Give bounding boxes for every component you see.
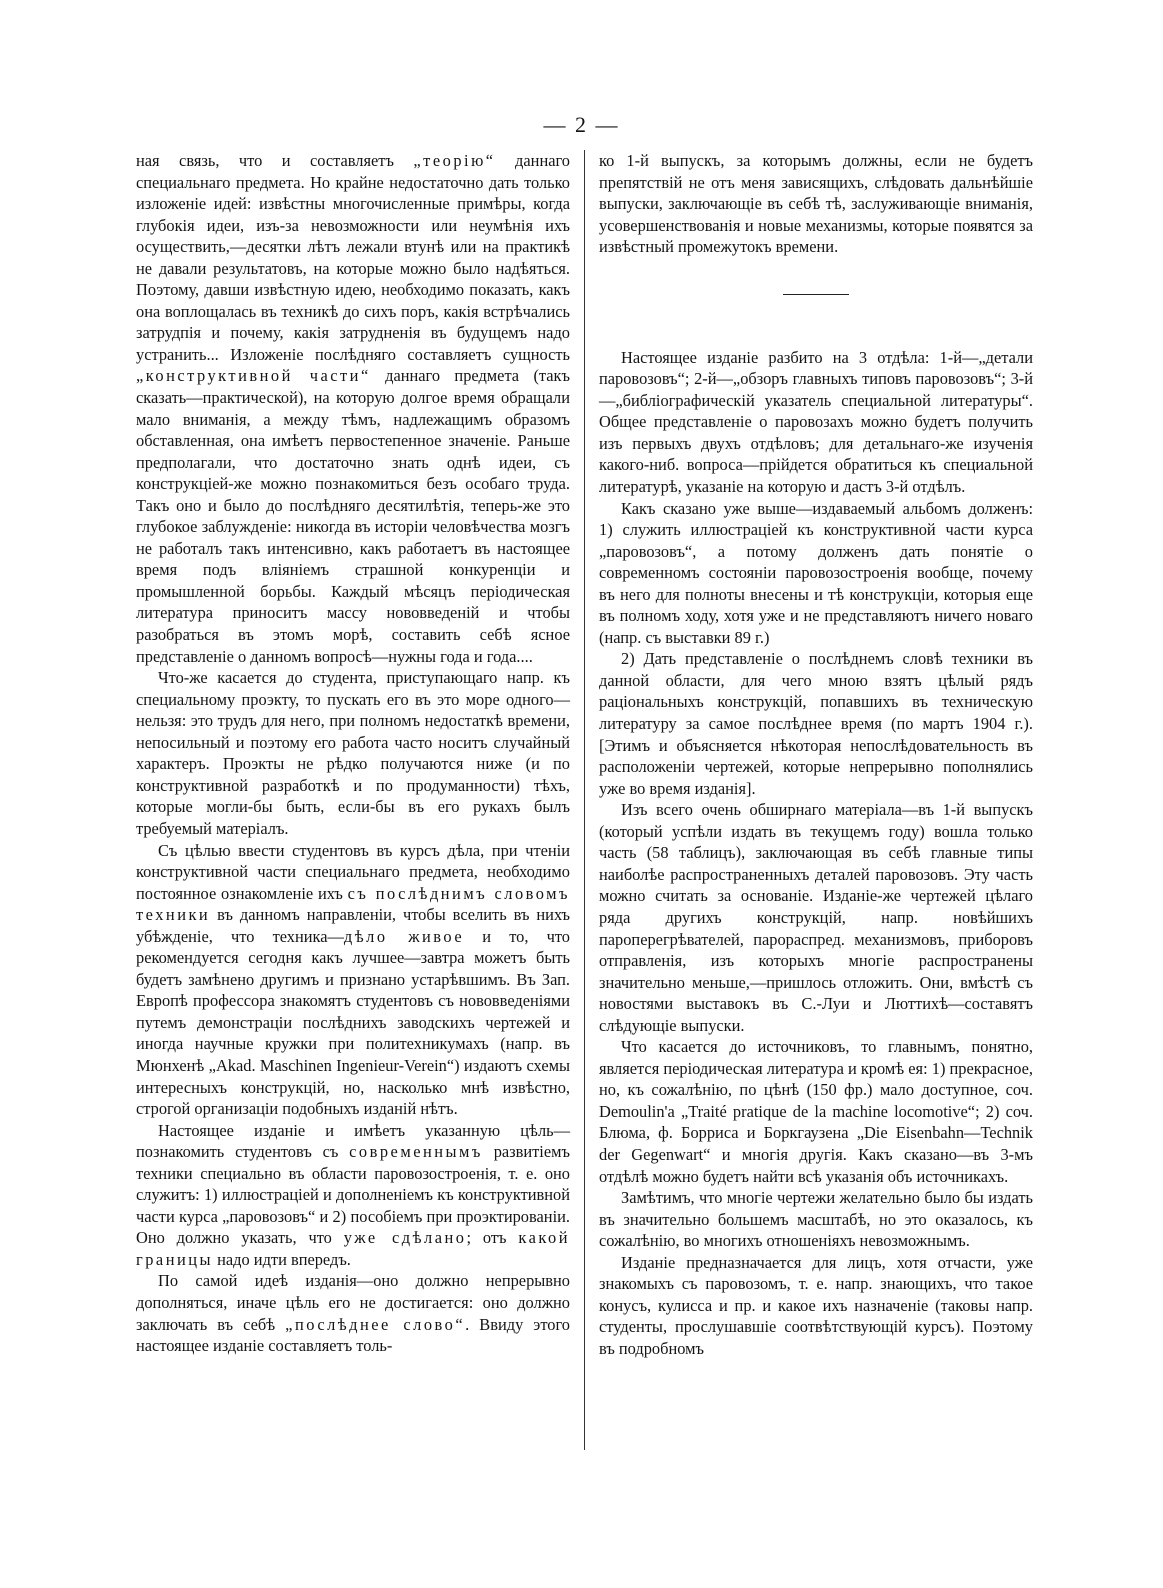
spaced-emphasis: „теорію“ <box>413 151 496 170</box>
section-rule <box>783 294 849 295</box>
paragraph <box>136 667 570 839</box>
paragraph <box>599 498 1033 649</box>
page-number: — 2 — <box>543 112 620 137</box>
text-run: въ данномъ направленіи, чтобы вселить въ нихъ убѣжденіе, что техника— <box>136 905 570 946</box>
text-run: По самой идеѣ изданія—оно должно непрерывно дополняться, иначе цѣль его не достигается: оно должно заключать въ себѣ <box>136 1271 570 1334</box>
text-run: Что-же касается до студента, приступающаго напр. къ специальному проэкту, то пускать его въ это море одного—нельзя: это трудъ для него, при полномъ недостаткѣ времени, непосильный и поэтому его работа часто носитъ случайный характеръ. Проэкты не рѣдко получаются ниже (и по конструктивной разработкѣ и по продуманности) тѣхъ, которые могли-бы быть, если-бы въ его рукахъ былъ требуемый матеріалъ. <box>136 668 570 838</box>
text-run: Съ цѣлью ввести студентовъ въ курсъ дѣла, при чтеніи конструктивной части специальнаго предмета, необходимо постоянное ознакомленіе ихъ <box>136 840 570 903</box>
paragraph <box>599 347 1033 498</box>
left-column <box>136 150 580 1450</box>
paragraph <box>599 799 1033 1036</box>
text-run: даннаго предмета (такъ сказать—практической), на которую долгое время обращали мало вниманія, а между тѣмъ, надлежащимъ образомъ обставленная, она имѣетъ первостепенное значеніе. Раньше предполагали, что достаточно знать однѣ идеи, съ конструкціей-же можно познакомиться безъ особаго труда. Такъ оно и было до послѣдняго десятилѣтія, теперь-же это глубокое заблужденіе: никогда въ исторіи человѣчества мозгъ не работалъ такъ интенсивно, какъ работаетъ въ настоящее время подъ вліяніемъ страшной конкуренціи и промышленной борьбы. Каждый мѣсяцъ періодическая литература приноситъ массу нововведеній и чтобы разобраться въ этомъ морѣ, составить себѣ ясное представленіе о данномъ вопросѣ—нужны года и года.... <box>136 366 570 666</box>
text-run: и то, что рекомендуется сегодня какъ лучшее—завтра можетъ быть будетъ замѣнено другимъ и признано устарѣвшимъ. Въ Зап. Европѣ профессора знакомятъ студентовъ съ нововведеніями путемъ демонстраціи послѣднихъ заводскихъ чертежей и иногда научные кружки при политехникумахъ (напр. въ Мюнхенѣ „Akad. Maschinen Ingenieur-Verein“) издаютъ схемы интересныхъ конструкцій, но, насколько мнѣ извѣстно, строгой организаціи подобныхъ изданій нѣтъ. <box>136 926 571 1119</box>
spaced-emphasis: съ послѣднимъ словомъ техники <box>136 883 570 925</box>
text-run: ко 1-й выпускъ, за которымъ должны, если не будетъ препятствій не отъ меня зависящихъ, слѣдовать дальнѣйшіе выпуски, заключающіе въ себѣ тѣ, заслуживающіе вниманія, усовершенствованія и новые механизмы, которые появятся за извѣстный промежутокъ времени. <box>599 151 1033 257</box>
paragraph <box>136 1270 570 1356</box>
paragraph <box>599 648 1033 799</box>
paragraph <box>136 840 570 1120</box>
column-divider <box>584 150 585 1450</box>
text-run: Замѣтимъ, что многіе чертежи желательно было бы издать въ значительно большемъ масштабѣ, но это оказалось, къ сожалѣнію, во многихъ отношеніяхъ невозможнымъ. <box>599 1188 1033 1251</box>
paragraph <box>136 150 570 667</box>
right-column <box>589 150 1033 1450</box>
text-run: 2) Дать представленіе о послѣднемъ словѣ техники въ данной области, для чего мною взятъ цѣлый рядъ раціональныхъ конструкцій, попавшихъ въ техническую литературу за самое послѣднее время (по мартъ 1904 г.). [Этимъ и объясняется нѣкоторая непослѣдовательность въ расположеніи чертежей, которые непрерывно пополнялись уже во время изданія]. <box>599 649 1033 798</box>
text-run: надо идти впередъ. <box>213 1249 351 1269</box>
text-run: Изъ всего очень обширнаго матеріала—въ 1-й выпускъ (который успѣли издать въ текущемъ году) вошла только часть (58 таблицъ), заключающая въ себѣ главные типы наиболѣе распространенныхъ деталей паровозовъ. Эту часть можно считать за основаніе. Изданіе-же чертежей цѣлаго ряда другихъ конструкцій, напр. новѣйшихъ пароперегрѣвателей, парораспред. механизмовъ, приборовъ отправленія, изъ которыхъ многіе распространены значительно меньше,—пришлось отложить. Они, вмѣстѣ съ новостями выставокъ въ С.-Луи и Люттихѣ—составятъ слѣдующіе выпуски. <box>599 800 1033 1035</box>
paragraph <box>136 1120 570 1271</box>
text-run: развитіемъ техники специально въ области паровозостроенія, т. е. оно служитъ: 1) иллюстраціей и дополненіемъ къ конструктивной части курса „паровозовъ“ и 2) пособіемъ при проэктированіи. Оно должно указать, что <box>136 1142 570 1248</box>
spaced-emphasis: современнымъ <box>349 1142 483 1162</box>
text-run: Настоящее изданіе разбито на 3 отдѣла: 1-й—„детали паровозовъ“; 2-й—„обзоръ главныхъ типовъ паровозовъ“; 3-й—„библіографическій указатель специальной литературы“. Общее представленіе о паровозахъ можно будетъ получить изъ первыхъ двухъ отдѣловъ; для детальнаго-же изученія какого-ниб. вопроса—прійдется обратиться къ специальной литературѣ, указаніе на которую и дастъ 3-й отдѣлъ. <box>599 347 1033 497</box>
text-columns <box>136 150 1042 1450</box>
paragraph <box>599 1036 1033 1187</box>
spaced-emphasis: „послѣднее слово“ <box>285 1314 466 1334</box>
text-run: ; отъ <box>466 1228 519 1248</box>
text-run: Что касается до источниковъ, то главнымъ, понятно, является періодическая литература и кромѣ ея: 1) прекрасное, но, къ сожалѣнію, по цѣнѣ (150 фр.) мало доступное, соч. Demoulin'а „Traité pratique de la machine locomotive“; 2) соч. Блюма, ф. Борриса и Боркгаузена „Die Eisenbahn—Technik der Gegenwart“ и многія другія. Какъ сказано—въ 3-мъ отдѣлѣ можно будетъ найти всѣ указанія объ источникахъ. <box>599 1037 1033 1186</box>
text-run: даннаго специальнаго предмета. Но крайне недостаточно дать только изложеніе идей: извѣстны многочисленные примѣры, когда глубокія идеи, изъ-за невозможности или неумѣнія ихъ осуществить,—десятки лѣтъ лежали втунѣ или на практикѣ не давали результатовъ, на которые можно было надѣяться. Поэтому, давши извѣстную идею, необходимо показать, какъ она воплощалась въ техникѣ до сихъ поръ, какія встрѣчались затрудпія и почему, какія затрудненія въ будущемъ надо устранить... Изложеніе послѣдняго составляетъ сущность <box>136 151 571 364</box>
spaced-emphasis: уже сдѣлано <box>343 1228 467 1248</box>
paragraph <box>599 150 1033 258</box>
spaced-emphasis: дѣло живое <box>343 926 465 946</box>
spaced-emphasis: „конструктивной части“ <box>136 366 371 386</box>
paragraph <box>599 1187 1033 1252</box>
text-run: . Ввиду этого настоящее изданіе составляетъ толь- <box>136 1314 570 1356</box>
right-column-bottom <box>599 347 1033 1360</box>
text-run: Какъ сказано уже выше—издаваемый альбомъ долженъ: 1) служить иллюстраціей къ конструктивной части курса „паровозовъ“, а потому долженъ дать понятіе о современномъ состояніи паровозостроенія вообще, почему въ него для полноты внесены и тѣ конструкціи, которыя еще въ полномъ ходу, хотя уже и не представляютъ ничего новаго (напр. съ выставки 89 г.) <box>599 498 1033 647</box>
text-run: ная связь, что и составляетъ <box>136 151 414 170</box>
text-run: Настоящее изданіе и имѣетъ указанную цѣль—познакомить студентовъ съ <box>136 1120 570 1162</box>
text-run: Изданіе предназначается для лицъ, хотя отчасти, уже знакомыхъ съ паровозомъ, т. е. напр. знающихъ, что такое конусъ, кулисса и пр. и какое ихъ назначеніе (таковы напр. студенты, прослушавшіе соотвѣтствующій курсъ). Поэтому въ подробномъ <box>599 1252 1033 1358</box>
paragraph <box>599 1252 1033 1360</box>
right-column-top <box>599 150 1033 258</box>
spaced-emphasis: какой границы <box>136 1228 570 1269</box>
